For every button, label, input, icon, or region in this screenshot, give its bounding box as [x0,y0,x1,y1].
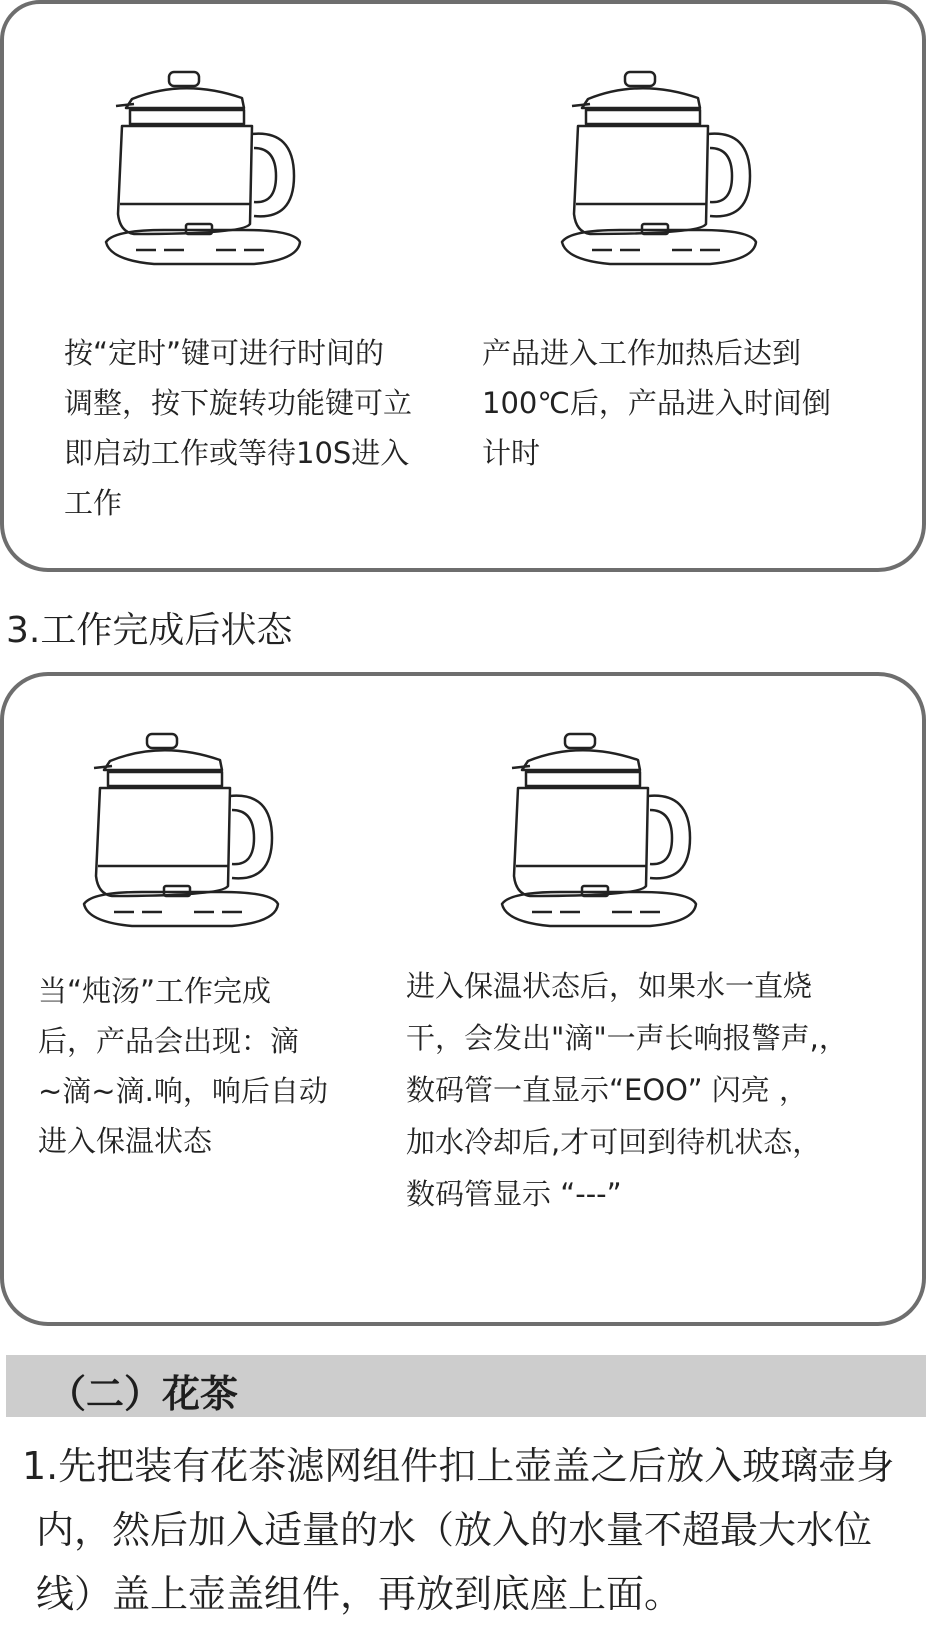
step-line: 线）盖上壶盖组件，再放到底座上面。 [36,1572,683,1616]
instruction-panel-timer [0,0,926,572]
section-title: （二）花茶 [48,1372,239,1416]
soup-complete-caption: 当“炖汤”工作完成 后，产品会出现：滴 ~滴~滴.响，响后自动 进入保温状态 [38,974,328,1158]
section-heading: 3.工作完成后状态 [6,610,293,651]
keep-warm-caption: 进入保温状态后，如果水一直烧 干，会发出"滴"一声长响报警声,， 数码管一直显示“EOO” 闪亮 ， 加水冷却后,才可回到待机状态， 数码管显示 “---” [406,969,848,1211]
section-banner [6,1355,926,1417]
step-1-text [22,1434,928,1626]
instruction-panel-complete [0,672,926,1326]
kettle-illustration [560,64,760,274]
step-line: 1.先把装有花茶滤网组件扣上壶盖之后放入玻璃壶身 [22,1444,895,1488]
kettle-illustration [500,726,700,936]
kettle-illustration [82,726,282,936]
step-line: 内，然后加入适量的水（放入的水量不超最大水位 [36,1508,873,1552]
heating-caption: 产品进入工作加热后达到 100℃后，产品进入时间倒 计时 [482,336,831,470]
timer-caption: 按“定时”键可进行时间的 调整，按下旋转功能键可立 即启动工作或等待10S进入 工作 [64,336,413,520]
kettle-illustration [104,64,304,274]
